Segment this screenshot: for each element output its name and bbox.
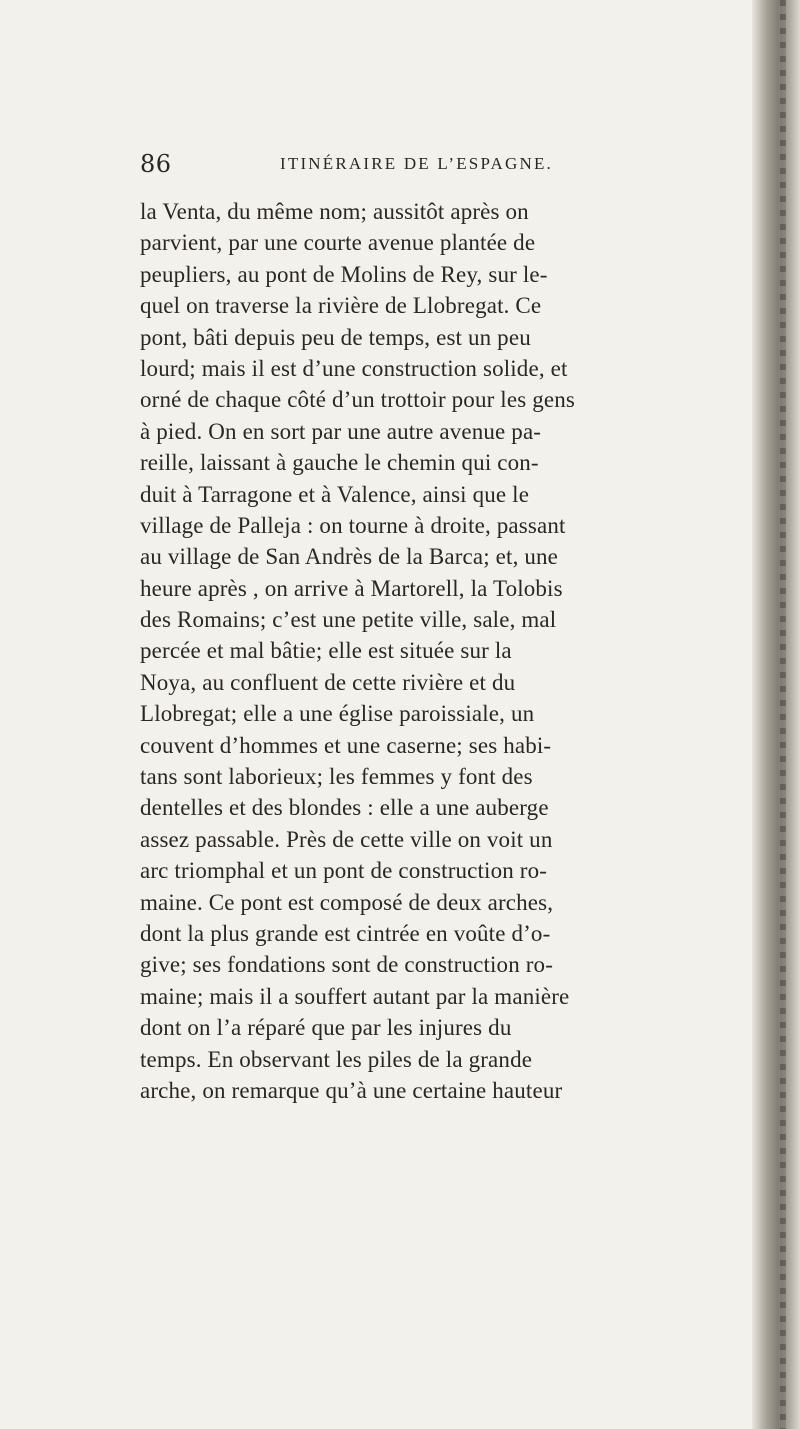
text-line: pont, bâti depuis peu de temps, est un peu [140, 324, 531, 350]
body-text [140, 196, 780, 1106]
text-line: duit à Tarragone et à Valence, ainsi que le [140, 481, 530, 507]
page-header [140, 150, 740, 186]
text-line: à pied. On en sort par une autre avenue pa- [140, 418, 542, 444]
text-line: arche, on remarque qu’à une certaine hauteur [140, 1077, 563, 1103]
text-line: village de Palleja : on tourne à droite, passant [140, 512, 566, 538]
text-line: assez passable. Près de cette ville on voit un [140, 826, 553, 852]
text-line: dont la plus grande est cintrée en voûte d’o- [140, 920, 551, 946]
text-line: peupliers, au pont de Molins de Rey, sur le- [140, 261, 548, 287]
text-line: give; ses fondations sont de construction ro- [140, 952, 554, 978]
text-line: reille, laissant à gauche le chemin qui con- [140, 450, 539, 476]
text-line: Llobregat; elle a une église paroissiale, un [140, 701, 535, 727]
text-line: arc triomphal et un pont de construction ro- [140, 858, 548, 884]
text-line: au village de San Andrès de la Barca; et, une [140, 544, 559, 570]
text-line: des Romains; c’est une petite ville, sale, mal [140, 607, 557, 633]
text-line: maine. Ce pont est composé de deux arches, [140, 889, 554, 915]
running-head: ITINÉRAIRE DE L’ESPAGNE. [280, 154, 554, 173]
text-line: orné de chaque côté d’un trottoir pour les gens [140, 387, 575, 413]
text-line: la Venta, du même nom; aussitôt après on [140, 199, 529, 224]
text-line: lourd; mais il est d’une construction solide, et [140, 355, 568, 381]
text-line: percée et mal bâtie; elle est située sur la [140, 638, 512, 664]
text-line: couvent d’hommes et une caserne; ses habi- [140, 732, 552, 758]
text-line: parvient, par une courte avenue plantée de [140, 230, 536, 256]
text-line: temps. En observant les piles de la grande [140, 1046, 533, 1072]
text-line: dentelles et des blondes : elle a une auberge [140, 795, 549, 821]
text-line: heure après , on arrive à Martorell, la Tolobis [140, 575, 563, 601]
text-line: quel on traverse la rivière de Llobregat. Ce [140, 293, 542, 319]
text-line: Noya, au confluent de cette rivière et du [140, 669, 516, 695]
page-edge-binding [780, 0, 786, 1429]
text-line: tans sont laborieux; les femmes y font des [140, 764, 533, 790]
page-number: 86 [140, 150, 172, 178]
text-line: maine; mais il a souffert autant par la manière [140, 983, 570, 1009]
text-line: dont on l’a réparé que par les injures du [140, 1015, 512, 1041]
